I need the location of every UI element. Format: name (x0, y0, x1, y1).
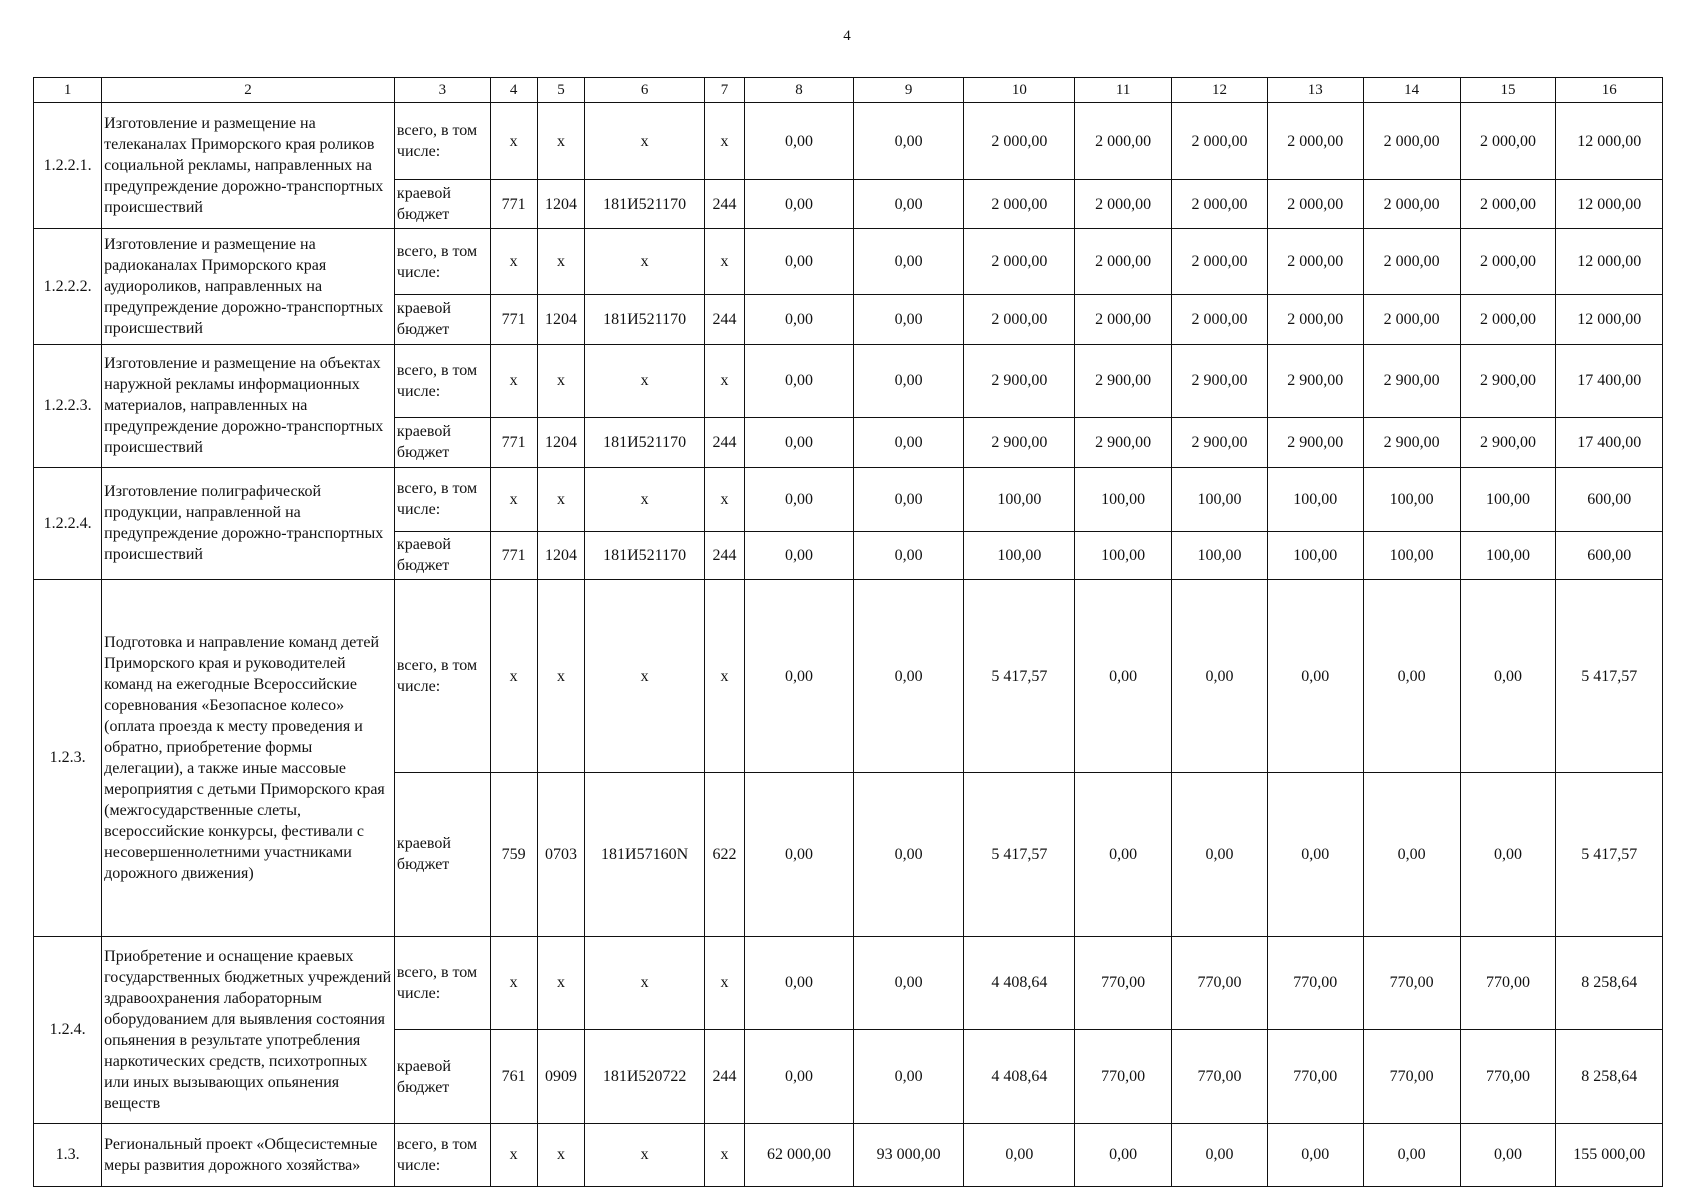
amount-col-8: 0,00 (745, 1030, 854, 1124)
funding-source: всего, в том числе: (394, 344, 490, 417)
amount-col-10: 5 417,57 (964, 579, 1075, 773)
amount-col-10: 5 417,57 (964, 773, 1075, 936)
amount-col-11: 100,00 (1075, 467, 1172, 531)
amount-col-15: 0,00 (1460, 773, 1556, 936)
grbs-code: 771 (490, 180, 537, 229)
grbs-code: х (490, 229, 537, 295)
amount-col-13: 2 000,00 (1267, 229, 1363, 295)
grbs-code: х (490, 467, 537, 531)
header-col-5: 5 (537, 78, 585, 103)
expense-type-code: х (704, 579, 744, 773)
amount-col-11: 2 000,00 (1075, 180, 1172, 229)
amount-col-12: 100,00 (1172, 467, 1268, 531)
amount-col-12: 770,00 (1172, 1030, 1268, 1124)
amount-col-8: 0,00 (745, 294, 854, 344)
grbs-code: х (490, 103, 537, 180)
expense-type-code: 244 (704, 417, 744, 467)
header-col-3: 3 (394, 78, 490, 103)
row-number: 1.2.4. (34, 936, 102, 1123)
expense-type-code: х (704, 103, 744, 180)
target-article-code: х (585, 229, 704, 295)
event-description: Приобретение и оснащение краевых государственных бюджетных учреждений здравоохранения лабораторным оборудованием для выявления состояния опьянения в результате употребления наркотических средств, психотропных или иных вызывающих опьянения веществ (102, 936, 395, 1123)
target-article-code: 181И521170 (585, 180, 704, 229)
header-col-9: 9 (853, 78, 964, 103)
expense-type-code: х (704, 467, 744, 531)
amount-col-9: 0,00 (853, 103, 964, 180)
section-code: 0703 (537, 773, 585, 936)
amount-col-8: 0,00 (745, 773, 854, 936)
event-description: Региональный проект «Общесистемные меры развития дорожного хозяйства» (102, 1123, 395, 1186)
amount-col-12: 0,00 (1172, 773, 1268, 936)
amount-col-15: 2 000,00 (1460, 103, 1556, 180)
page-number: 4 (843, 28, 851, 44)
header-col-14: 14 (1363, 78, 1460, 103)
amount-col-13: 100,00 (1267, 467, 1363, 531)
expense-type-code: 244 (704, 180, 744, 229)
amount-col-15: 0,00 (1460, 1123, 1556, 1186)
amount-col-10: 2 000,00 (964, 180, 1075, 229)
grbs-code: 761 (490, 1030, 537, 1124)
amount-col-10: 100,00 (964, 467, 1075, 531)
amount-col-8: 0,00 (745, 103, 854, 180)
amount-col-11: 100,00 (1075, 531, 1172, 579)
expense-type-code: х (704, 936, 744, 1030)
amount-col-14: 0,00 (1363, 579, 1460, 773)
target-article-code: х (585, 344, 704, 417)
amount-col-14: 770,00 (1363, 936, 1460, 1030)
amount-col-11: 2 000,00 (1075, 294, 1172, 344)
amount-col-12: 2 900,00 (1172, 344, 1268, 417)
amount-col-9: 0,00 (853, 773, 964, 936)
amount-col-16: 8 258,64 (1556, 936, 1663, 1030)
grbs-code: 759 (490, 773, 537, 936)
row-number: 1.2.2.2. (34, 229, 102, 344)
amount-col-14: 2 000,00 (1363, 294, 1460, 344)
grbs-code: х (490, 936, 537, 1030)
amount-col-12: 100,00 (1172, 531, 1268, 579)
expense-type-code: х (704, 344, 744, 417)
amount-col-13: 0,00 (1267, 1123, 1363, 1186)
amount-col-11: 0,00 (1075, 773, 1172, 936)
amount-col-8: 0,00 (745, 344, 854, 417)
amount-col-8: 62 000,00 (745, 1123, 854, 1186)
amount-col-10: 2 900,00 (964, 344, 1075, 417)
target-article-code: 181И520722 (585, 1030, 704, 1124)
amount-col-12: 2 000,00 (1172, 180, 1268, 229)
amount-col-16: 17 400,00 (1556, 344, 1663, 417)
funding-source: всего, в том числе: (394, 103, 490, 180)
amount-col-11: 2 900,00 (1075, 417, 1172, 467)
target-article-code: х (585, 936, 704, 1030)
amount-col-15: 2 000,00 (1460, 294, 1556, 344)
funding-source: краевой бюджет (394, 531, 490, 579)
amount-col-9: 0,00 (853, 579, 964, 773)
section-code: х (537, 1123, 585, 1186)
row-number: 1.3. (34, 1123, 102, 1186)
expense-type-code: 244 (704, 1030, 744, 1124)
table-row (34, 229, 1663, 295)
amount-col-14: 2 900,00 (1363, 344, 1460, 417)
funding-source: всего, в том числе: (394, 229, 490, 295)
table-row (34, 103, 1663, 180)
budget-table (33, 77, 1663, 1187)
row-number: 1.2.2.3. (34, 344, 102, 467)
funding-source: всего, в том числе: (394, 1123, 490, 1186)
amount-col-14: 2 900,00 (1363, 417, 1460, 467)
amount-col-13: 2 000,00 (1267, 294, 1363, 344)
funding-source: краевой бюджет (394, 294, 490, 344)
table-body (34, 78, 1663, 1187)
amount-col-14: 100,00 (1363, 467, 1460, 531)
expense-type-code: 244 (704, 531, 744, 579)
amount-col-15: 0,00 (1460, 579, 1556, 773)
header-col-11: 11 (1075, 78, 1172, 103)
grbs-code: 771 (490, 417, 537, 467)
target-article-code: х (585, 579, 704, 773)
section-code: 1204 (537, 417, 585, 467)
funding-source: всего, в том числе: (394, 579, 490, 773)
amount-col-16: 5 417,57 (1556, 773, 1663, 936)
amount-col-10: 2 900,00 (964, 417, 1075, 467)
target-article-code: х (585, 1123, 704, 1186)
amount-col-10: 0,00 (964, 1123, 1075, 1186)
amount-col-11: 2 900,00 (1075, 344, 1172, 417)
header-col-16: 16 (1556, 78, 1663, 103)
grbs-code: х (490, 344, 537, 417)
amount-col-8: 0,00 (745, 417, 854, 467)
grbs-code: х (490, 1123, 537, 1186)
section-code: 1204 (537, 531, 585, 579)
amount-col-12: 2 900,00 (1172, 417, 1268, 467)
amount-col-11: 770,00 (1075, 936, 1172, 1030)
section-code: х (537, 344, 585, 417)
amount-col-14: 2 000,00 (1363, 180, 1460, 229)
grbs-code: 771 (490, 294, 537, 344)
amount-col-14: 2 000,00 (1363, 229, 1460, 295)
amount-col-13: 2 000,00 (1267, 180, 1363, 229)
table-row (34, 1123, 1663, 1186)
grbs-code: х (490, 579, 537, 773)
header-col-1: 1 (34, 78, 102, 103)
amount-col-12: 2 000,00 (1172, 294, 1268, 344)
section-code: 1204 (537, 180, 585, 229)
amount-col-11: 2 000,00 (1075, 229, 1172, 295)
target-article-code: х (585, 467, 704, 531)
amount-col-15: 2 900,00 (1460, 344, 1556, 417)
amount-col-10: 2 000,00 (964, 103, 1075, 180)
amount-col-9: 0,00 (853, 180, 964, 229)
amount-col-10: 2 000,00 (964, 294, 1075, 344)
table-row (34, 936, 1663, 1030)
expense-type-code: х (704, 1123, 744, 1186)
section-code: 1204 (537, 294, 585, 344)
header-col-10: 10 (964, 78, 1075, 103)
amount-col-13: 2 900,00 (1267, 417, 1363, 467)
header-col-2: 2 (102, 78, 395, 103)
amount-col-15: 100,00 (1460, 467, 1556, 531)
event-description: Изготовление полиграфической продукции, направленной на предупреждение дорожно-транспортных происшествий (102, 467, 395, 579)
table-row (34, 467, 1663, 531)
amount-col-14: 100,00 (1363, 531, 1460, 579)
amount-col-14: 0,00 (1363, 773, 1460, 936)
amount-col-13: 0,00 (1267, 579, 1363, 773)
amount-col-11: 0,00 (1075, 579, 1172, 773)
amount-col-14: 0,00 (1363, 1123, 1460, 1186)
amount-col-8: 0,00 (745, 936, 854, 1030)
target-article-code: 181И57160N (585, 773, 704, 936)
amount-col-9: 0,00 (853, 936, 964, 1030)
row-number: 1.2.2.4. (34, 467, 102, 579)
amount-col-8: 0,00 (745, 229, 854, 295)
amount-col-14: 2 000,00 (1363, 103, 1460, 180)
amount-col-9: 0,00 (853, 294, 964, 344)
amount-col-16: 12 000,00 (1556, 229, 1663, 295)
amount-col-16: 8 258,64 (1556, 1030, 1663, 1124)
grbs-code: 771 (490, 531, 537, 579)
header-col-8: 8 (745, 78, 854, 103)
target-article-code: х (585, 103, 704, 180)
expense-type-code: 244 (704, 294, 744, 344)
section-code: х (537, 467, 585, 531)
amount-col-10: 100,00 (964, 531, 1075, 579)
amount-col-15: 2 000,00 (1460, 180, 1556, 229)
amount-col-16: 155 000,00 (1556, 1123, 1663, 1186)
funding-source: краевой бюджет (394, 180, 490, 229)
amount-col-9: 0,00 (853, 417, 964, 467)
amount-col-13: 100,00 (1267, 531, 1363, 579)
event-description: Изготовление и размещение на радиоканалах Приморского края аудиороликов, направленных на предупреждение дорожно-транспортных происшествий (102, 229, 395, 344)
header-row (34, 78, 1663, 103)
row-number: 1.2.3. (34, 579, 102, 936)
header-col-6: 6 (585, 78, 704, 103)
amount-col-12: 2 000,00 (1172, 103, 1268, 180)
funding-source: краевой бюджет (394, 1030, 490, 1124)
expense-type-code: 622 (704, 773, 744, 936)
amount-col-12: 770,00 (1172, 936, 1268, 1030)
table-row (34, 579, 1663, 773)
section-code: 0909 (537, 1030, 585, 1124)
amount-col-16: 12 000,00 (1556, 294, 1663, 344)
amount-col-15: 770,00 (1460, 1030, 1556, 1124)
event-description: Изготовление и размещение на телеканалах Приморского края роликов социальной рекламы, направленных на предупреждение дорожно-транспортных происшествий (102, 103, 395, 229)
header-col-15: 15 (1460, 78, 1556, 103)
amount-col-12: 0,00 (1172, 1123, 1268, 1186)
amount-col-9: 0,00 (853, 467, 964, 531)
amount-col-12: 2 000,00 (1172, 229, 1268, 295)
amount-col-16: 5 417,57 (1556, 579, 1663, 773)
amount-col-13: 770,00 (1267, 936, 1363, 1030)
amount-col-12: 0,00 (1172, 579, 1268, 773)
funding-source: краевой бюджет (394, 417, 490, 467)
amount-col-15: 2 900,00 (1460, 417, 1556, 467)
amount-col-11: 2 000,00 (1075, 103, 1172, 180)
amount-col-10: 4 408,64 (964, 936, 1075, 1030)
header-col-7: 7 (704, 78, 744, 103)
target-article-code: 181И521170 (585, 531, 704, 579)
funding-source: всего, в том числе: (394, 936, 490, 1030)
target-article-code: 181И521170 (585, 417, 704, 467)
row-number: 1.2.2.1. (34, 103, 102, 229)
amount-col-9: 0,00 (853, 229, 964, 295)
amount-col-16: 600,00 (1556, 531, 1663, 579)
header-col-4: 4 (490, 78, 537, 103)
event-description: Подготовка и направление команд детей Приморского края и руководителей команд на ежегодные Всероссийские соревнования «Безопасное колесо» (оплата проезда к месту проведения и обратно, приобретение формы делегации), а также иные массовые мероприятия с детьми Приморского края (межгосударственные слеты, всероссийские конкурсы, фестивали с несовершеннолетними участниками дорожного движения) (102, 579, 395, 936)
event-description: Изготовление и размещение на объектах наружной рекламы информационных материалов, направленных на предупреждение дорожно-транспортных происшествий (102, 344, 395, 467)
amount-col-10: 2 000,00 (964, 229, 1075, 295)
amount-col-8: 0,00 (745, 180, 854, 229)
amount-col-16: 600,00 (1556, 467, 1663, 531)
section-code: х (537, 579, 585, 773)
amount-col-16: 12 000,00 (1556, 103, 1663, 180)
amount-col-13: 0,00 (1267, 773, 1363, 936)
amount-col-9: 93 000,00 (853, 1123, 964, 1186)
amount-col-13: 2 000,00 (1267, 103, 1363, 180)
funding-source: всего, в том числе: (394, 467, 490, 531)
amount-col-8: 0,00 (745, 531, 854, 579)
amount-col-13: 2 900,00 (1267, 344, 1363, 417)
header-col-12: 12 (1172, 78, 1268, 103)
expense-type-code: х (704, 229, 744, 295)
amount-col-16: 12 000,00 (1556, 180, 1663, 229)
table-row (34, 344, 1663, 417)
amount-col-11: 0,00 (1075, 1123, 1172, 1186)
amount-col-11: 770,00 (1075, 1030, 1172, 1124)
amount-col-14: 770,00 (1363, 1030, 1460, 1124)
amount-col-10: 4 408,64 (964, 1030, 1075, 1124)
amount-col-15: 770,00 (1460, 936, 1556, 1030)
section-code: х (537, 936, 585, 1030)
amount-col-15: 2 000,00 (1460, 229, 1556, 295)
amount-col-16: 17 400,00 (1556, 417, 1663, 467)
amount-col-9: 0,00 (853, 531, 964, 579)
amount-col-9: 0,00 (853, 1030, 964, 1124)
section-code: х (537, 103, 585, 180)
funding-source: краевой бюджет (394, 773, 490, 936)
amount-col-8: 0,00 (745, 579, 854, 773)
amount-col-15: 100,00 (1460, 531, 1556, 579)
section-code: х (537, 229, 585, 295)
amount-col-9: 0,00 (853, 344, 964, 417)
header-col-13: 13 (1267, 78, 1363, 103)
amount-col-8: 0,00 (745, 467, 854, 531)
amount-col-13: 770,00 (1267, 1030, 1363, 1124)
target-article-code: 181И521170 (585, 294, 704, 344)
